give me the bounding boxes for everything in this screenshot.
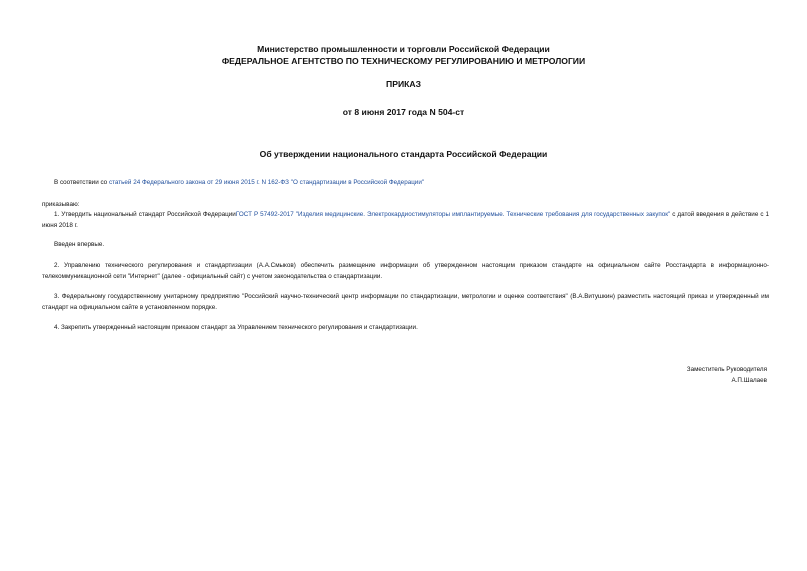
ministry-title: Министерство промышленности и торговли Российской Федерации	[257, 44, 550, 54]
document-subject: Об утверждении национального стандарта Российской Федерации	[259, 149, 548, 159]
standard-link[interactable]: ГОСТ Р 57492-2017 "Изделия медицинские. Электрокардиостимуляторы имплантируемые. Технические требования для государственных закупок"	[235, 211, 671, 218]
document-date-number: от 8 июня 2017 года N 504-ст	[342, 107, 465, 117]
signatory-name: А.П.Шалаев	[731, 377, 767, 384]
item-1-text: 1. Утвердить национальный стандарт Российской Федерации	[54, 211, 236, 218]
item-4-paragraph: 4. Закрепить утвержденный настоящим приказом стандарт за Управлением технического регулирования и стандартизации.	[54, 324, 418, 331]
item-1-suffix: с датой введения в действие с 1 июня 2018 г.	[42, 211, 769, 229]
intro-paragraph	[42, 178, 769, 189]
agency-title: ФЕДЕРАЛЬНОЕ АГЕНТСТВО ПО ТЕХНИЧЕСКОМУ РЕГУЛИРОВАНИЮ И МЕТРОЛОГИИ	[221, 56, 586, 66]
law-link[interactable]: статьей 24 Федерального закона от 29 июня 2015 г. N 162-ФЗ "О стандартизации в Российской Федерации"	[108, 179, 425, 186]
item-3-paragraph: 3. Федеральному государственному унитарному предприятию "Российский научно-технический центр информации по стандартизации, метрологии и оценке соответствия" (В.А.Витушкин) разместить настоящий приказ и утвержденный им стандарт на официальном сайте в установленном порядке.	[42, 293, 769, 311]
introduced-note: Введен впервые.	[54, 241, 105, 248]
orders-paragraph: приказываю:	[42, 201, 80, 208]
intro-text: В соответствии со	[54, 179, 109, 186]
item-1-paragraph	[42, 210, 769, 231]
item-2-paragraph: 2. Управлению технического регулирования и стандартизации (А.А.Смыков) обеспечить размещение информации об утвержденном настоящим приказом стандарте на официальном сайте Росстандарта в информационно-телекоммуникационной сети "Интернет" (далее - официальный сайт) с учетом законодательства о стандартизации.	[42, 262, 769, 280]
signatory-position: Заместитель Руководителя	[686, 366, 767, 373]
document-type: ПРИКАЗ	[386, 79, 421, 89]
